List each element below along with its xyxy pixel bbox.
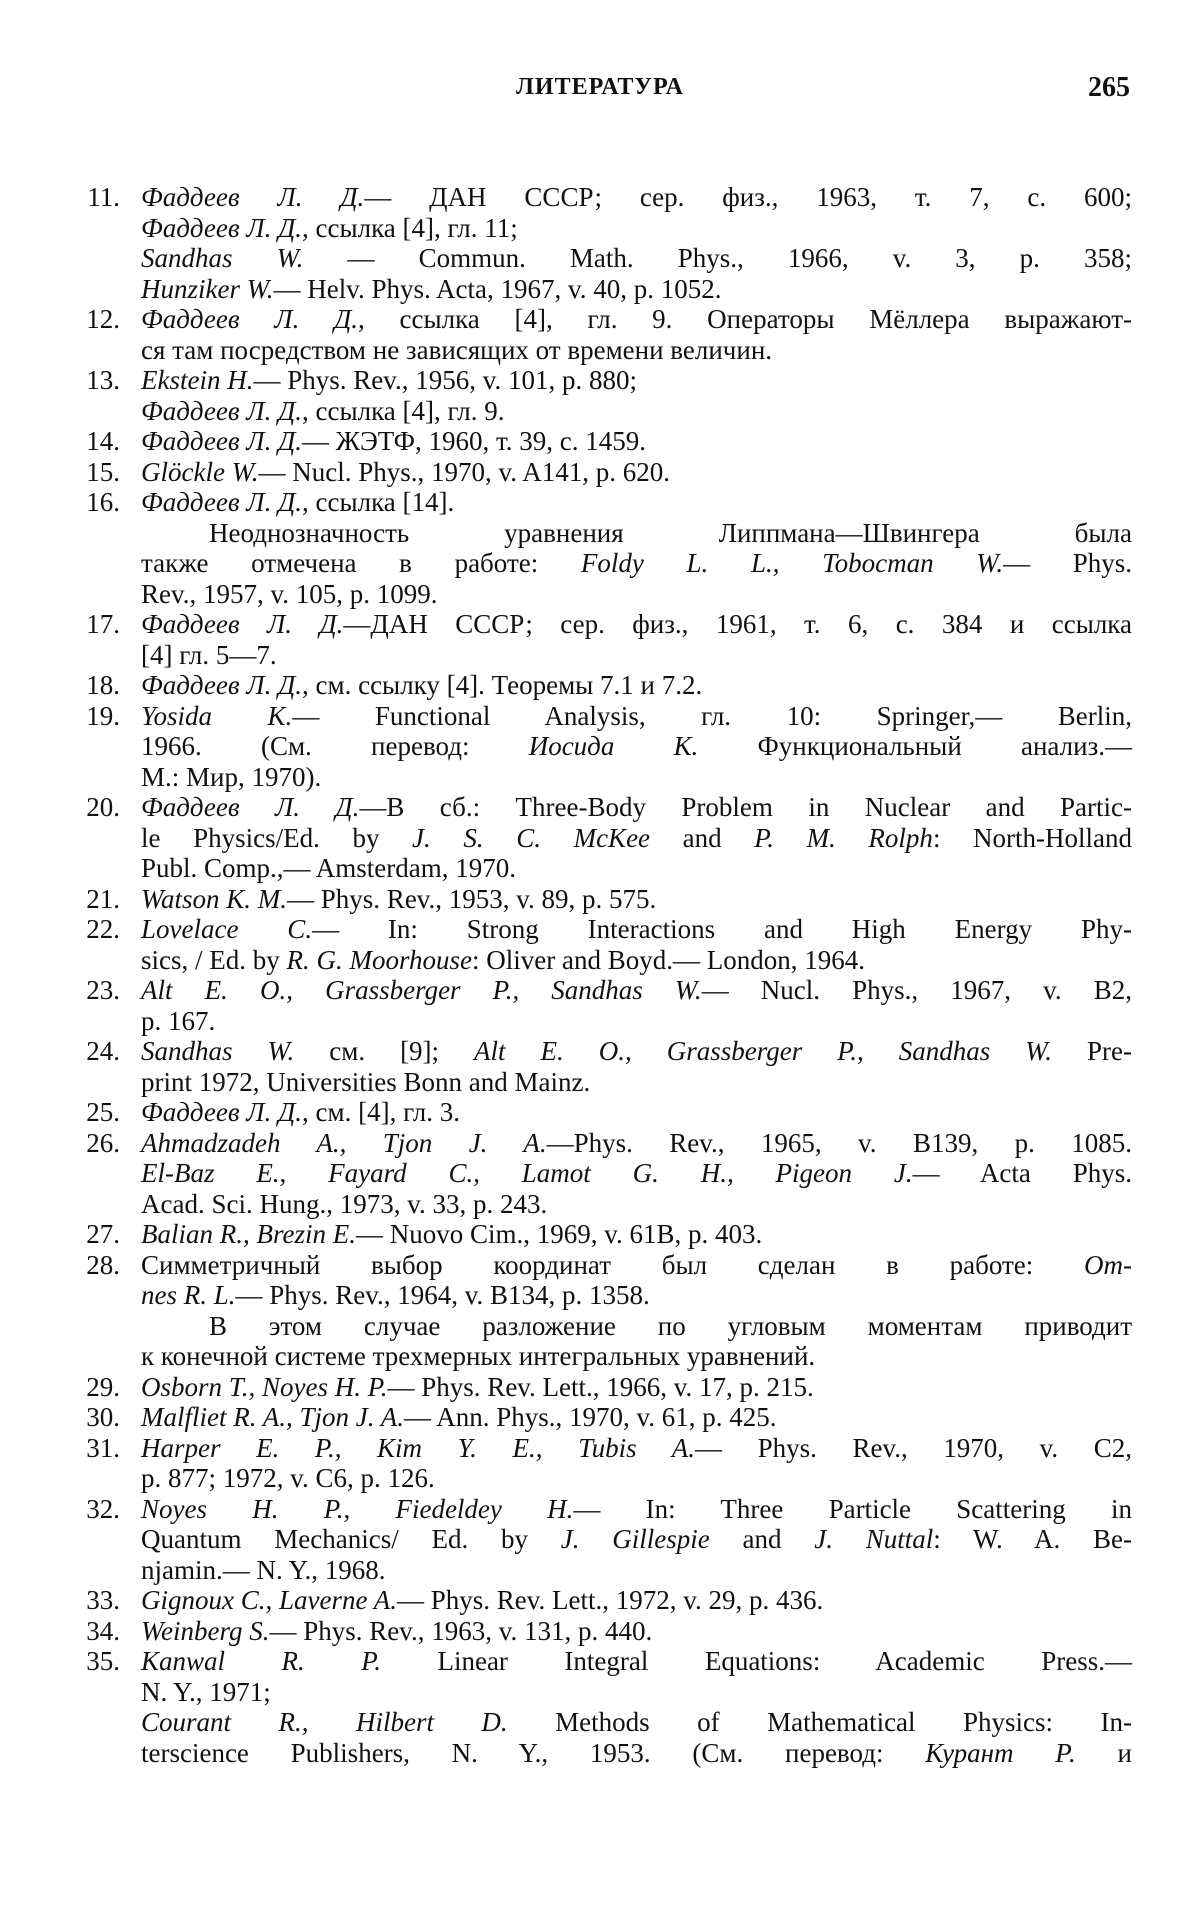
reference-text: p. 167. <box>141 1005 216 1036</box>
reference-line <box>141 1738 1132 1769</box>
reference-line <box>141 640 1132 671</box>
reference-text: p. 877; 1972, v. C6, p. 126. <box>141 1463 435 1493</box>
reference-item <box>86 1036 1132 1097</box>
reference-text: Rev., 1957, v. 105, p. 1099. <box>141 578 438 609</box>
reference-item <box>86 609 1132 670</box>
reference-item <box>86 1585 1132 1616</box>
reference-line <box>141 762 1132 793</box>
reference-item <box>86 1402 1132 1433</box>
author-or-title-italic: Sandhas W. <box>141 243 304 273</box>
reference-item <box>86 914 1132 975</box>
reference-text: — Phys. <box>1003 548 1133 578</box>
author-or-title-italic: R. G. Moorhouse <box>286 944 472 975</box>
reference-item <box>87 182 1132 304</box>
reference-text: — Ann. Phys., 1970, v. 61, p. 425. <box>404 1402 777 1432</box>
reference-number: 16. <box>86 487 120 517</box>
reference-text: — Nucl. Phys., 1970, v. A141, p. 620. <box>258 456 670 487</box>
reference-number: 13. <box>86 365 120 395</box>
reference-line <box>141 792 1132 823</box>
author-or-title-italic: Om- <box>1084 1249 1132 1280</box>
reference-line <box>141 1189 1132 1220</box>
reference-text: — Phys. Rev., 1970, v. C2, <box>695 1432 1132 1463</box>
reference-item <box>86 426 1132 457</box>
reference-text: — Phys. Rev., 1953, v. 89, p. 575. <box>287 883 657 914</box>
reference-number: 24. <box>86 1036 120 1066</box>
reference-text: Linear Integral Equations: Academic Press.— <box>380 1646 1132 1676</box>
reference-line <box>141 975 1132 1006</box>
reference-text: Симметричный выбор координат был сделан в работе: <box>141 1249 1084 1280</box>
reference-text: Функциональный анализ.— <box>698 731 1132 761</box>
reference-number: 26. <box>86 1127 120 1158</box>
reference-line <box>141 1494 1132 1525</box>
reference-line <box>141 1433 1132 1464</box>
reference-text: Publ. Comp.,— Amsterdam, 1970. <box>141 853 517 883</box>
reference-text: к конечной системе трехмерных интегральных уравнений. <box>141 1341 816 1371</box>
author-or-title-italic: Foldy L. L., Tobocman W. <box>580 548 1004 578</box>
author-or-title-italic: Yosida K. <box>141 700 293 731</box>
reference-line <box>141 548 1132 579</box>
reference-text: — Helv. Phys. Acta, 1967, v. 40, p. 1052. <box>273 273 722 304</box>
reference-text: terscience Publishers, N. Y., 1953. (См. перевод: <box>141 1737 926 1768</box>
author-or-title-italic: Lovelace C. <box>141 914 313 944</box>
reference-text: —Phys. Rev., 1965, v. B139, p. 1085. <box>546 1127 1132 1158</box>
reference-text: — ЖЭТФ, 1960, т. 39, с. 1459. <box>302 426 647 456</box>
reference-line <box>141 1585 1132 1616</box>
author-or-title-italic: Фаддеев Л. Д. <box>141 487 303 517</box>
reference-text: — In: Three Particle Scattering in <box>573 1493 1132 1524</box>
reference-line <box>141 213 1132 244</box>
reference-item <box>86 1646 1132 1768</box>
reference-text: sics, / Ed. by <box>141 944 287 975</box>
author-or-title-italic: Balian R., Brezin E. <box>141 1219 356 1249</box>
reference-line <box>141 1097 1132 1128</box>
reference-number: 18. <box>86 670 120 700</box>
reference-line <box>141 1219 1132 1250</box>
reference-text: : W. A. Be- <box>933 1524 1133 1554</box>
reference-line <box>141 1128 1132 1159</box>
reference-line <box>141 1372 1132 1403</box>
reference-number: 23. <box>86 975 120 1005</box>
reference-item <box>86 456 1132 488</box>
reference-item <box>86 1127 1132 1220</box>
reference-number: 14. <box>86 426 120 456</box>
reference-number: 12. <box>86 304 120 334</box>
reference-text: and <box>650 822 755 853</box>
reference-line <box>141 1646 1132 1677</box>
reference-number: 25. <box>86 1097 120 1127</box>
reference-number: 15. <box>86 456 120 487</box>
reference-line <box>141 701 1132 732</box>
reference-item <box>86 1371 1132 1403</box>
author-or-title-italic: Sandhas W. <box>141 1036 295 1066</box>
reference-line <box>141 823 1132 854</box>
reference-text: Acad. Sci. Hung., 1973, v. 33, p. 243. <box>141 1188 548 1219</box>
reference-item <box>86 792 1133 884</box>
reference-line <box>141 396 1132 427</box>
reference-line <box>141 1158 1132 1189</box>
author-or-title-italic: Kanwal R. P. <box>141 1646 381 1676</box>
reference-text: Pre- <box>1052 1036 1132 1066</box>
reference-text: см. [9]; <box>294 1036 475 1066</box>
author-or-title-italic: Фаддеев Л. Д. <box>141 304 359 334</box>
reference-number: 32. <box>86 1493 120 1524</box>
author-or-title-italic: Malfliet R. A., Tjon J. A. <box>141 1402 404 1432</box>
author-or-title-italic: Alt E. O., Grassberger P., Sandhas W. <box>474 1036 1053 1066</box>
author-or-title-italic: Osborn T., Noyes H. P. <box>141 1371 388 1402</box>
reference-line <box>141 1616 1132 1647</box>
author-or-title-italic: Иосида К. <box>528 731 699 761</box>
reference-number: 22. <box>86 914 120 944</box>
reference-number: 28. <box>86 1249 120 1280</box>
reference-text: Quantum Mechanics/ Ed. by <box>141 1524 561 1554</box>
author-or-title-italic: Фаддеев Л. Д. <box>141 212 303 243</box>
reference-text: and <box>709 1524 815 1554</box>
reference-text: Methods of Mathematical Physics: In- <box>507 1707 1132 1737</box>
reference-line <box>141 457 1132 488</box>
reference-text: , ссылка [14]. <box>302 487 455 517</box>
reference-line <box>141 609 1132 640</box>
author-or-title-italic: Фаддеев Л. Д. <box>141 670 303 700</box>
reference-text: — In: Strong Interactions and High Energy Phy- <box>312 914 1132 944</box>
author-or-title-italic: Glöckle W. <box>141 456 259 487</box>
author-or-title-italic: Harper E. P., Kim Y. E., Tubis A. <box>141 1432 695 1463</box>
reference-text: , ссылка [4], гл. 11; <box>302 212 518 243</box>
reference-line <box>141 1250 1132 1281</box>
reference-line <box>141 1677 1132 1708</box>
author-or-title-italic: J. S. C. McKee <box>412 822 651 853</box>
reference-text: — Functional Analysis, гл. 10: Springer,— Berlin, <box>292 700 1132 731</box>
reference-line <box>141 274 1132 305</box>
reference-line <box>141 335 1132 366</box>
reference-line <box>141 182 1132 213</box>
reference-item <box>86 1097 1132 1128</box>
reference-text: и <box>1075 1737 1132 1768</box>
reference-line <box>141 670 1132 701</box>
author-or-title-italic: nes R. L. <box>141 1280 236 1310</box>
reference-line <box>141 884 1132 915</box>
reference-text: 1966. (См. перевод: <box>141 731 529 761</box>
reference-number: 20. <box>86 792 120 822</box>
page-number: 265 <box>1088 72 1130 103</box>
reference-number: 30. <box>86 1402 120 1432</box>
reference-line <box>141 1707 1132 1738</box>
reference-text: В этом случае разложение по угловым моментам приводит <box>209 1310 1132 1341</box>
reference-text: [4] гл. 5—7. <box>141 639 277 670</box>
author-or-title-italic: Watson K. M. <box>141 883 288 914</box>
reference-line <box>141 1280 1132 1311</box>
reference-text: — Phys. Rev., 1964, v. B134, p. 1358. <box>235 1280 650 1310</box>
reference-item <box>86 1219 1132 1250</box>
reference-number: 11. <box>87 182 120 212</box>
reference-number: 33. <box>86 1585 120 1615</box>
reference-text: — Phys. Rev. Lett., 1966, v. 17, p. 215. <box>387 1371 814 1402</box>
reference-item <box>86 975 1132 1036</box>
reference-text: — Nucl. Phys., 1967, v. B2, <box>701 975 1132 1005</box>
reference-line <box>141 1555 1132 1586</box>
reference-text: —В сб.: Three-Body Problem in Nuclear and Partic- <box>359 792 1133 822</box>
author-or-title-italic: Фаддеев Л. Д. <box>141 395 303 426</box>
reference-text: ся там посредством не зависящих от времени величин. <box>141 334 773 365</box>
reference-text: Неоднозначность уравнения Липпмана—Швингера была <box>209 517 1132 548</box>
reference-text: njamin.— N. Y., 1968. <box>141 1554 386 1585</box>
reference-text: , см. [4], гл. 3. <box>302 1097 460 1127</box>
reference-line <box>141 1463 1132 1494</box>
author-or-title-italic: Фаддеев Л. Д. <box>141 182 365 212</box>
author-or-title-italic: Weinberg S. <box>141 1615 270 1646</box>
reference-number: 21. <box>86 883 120 914</box>
reference-line <box>141 1006 1132 1037</box>
reference-text: : North-Holland <box>932 822 1133 853</box>
reference-line <box>141 518 1132 549</box>
reference-item <box>86 304 1132 365</box>
reference-item <box>86 1493 1133 1586</box>
reference-item <box>86 700 1132 793</box>
reference-item <box>86 1615 1132 1647</box>
author-or-title-italic: J. Gillespie <box>560 1524 710 1554</box>
reference-line <box>141 1067 1132 1098</box>
reference-number: 31. <box>86 1432 120 1463</box>
reference-number: 29. <box>86 1371 120 1402</box>
reference-text: также отмечена в работе: <box>141 548 581 578</box>
reference-item <box>86 1432 1132 1494</box>
reference-item <box>86 365 1132 426</box>
author-or-title-italic: Ahmadzadeh A., Tjon J. A. <box>141 1127 547 1158</box>
reference-text: — Nuovo Cim., 1969, v. 61B, p. 403. <box>355 1219 763 1249</box>
reference-text: — Acta Phys. <box>912 1158 1132 1188</box>
reference-text: le Physics/Ed. by <box>141 822 413 853</box>
reference-text: — Phys. Rev., 1956, v. 101, p. 880; <box>253 365 637 395</box>
author-or-title-italic: Ekstein H. <box>141 365 254 395</box>
reference-line <box>141 914 1132 945</box>
reference-line <box>141 731 1132 762</box>
reference-text: print 1972, Universities Bonn and Mainz. <box>141 1066 591 1097</box>
author-or-title-italic: Noyes H. P., Fiedeldey H. <box>141 1493 574 1524</box>
reference-line <box>141 1524 1132 1555</box>
author-or-title-italic: Alt E. O., Grassberger P., Sandhas W. <box>141 975 702 1005</box>
reference-text: , ссылка [4], гл. 9. Операторы Мёллера выражают- <box>358 304 1132 334</box>
author-or-title-italic: Hunziker W. <box>141 273 274 304</box>
reference-number: 27. <box>86 1219 120 1249</box>
reference-line <box>141 365 1132 396</box>
reference-number: 34. <box>86 1615 120 1646</box>
author-or-title-italic: El-Baz E., Fayard C., Lamot G. H., Pigeon J. <box>141 1158 913 1188</box>
reference-line <box>141 426 1132 457</box>
reference-number: 17. <box>86 609 120 639</box>
reference-text: — Phys. Rev., 1963, v. 131, p. 440. <box>269 1615 653 1646</box>
author-or-title-italic: Courant R., Hilbert D. <box>141 1707 508 1737</box>
reference-item <box>86 670 1132 701</box>
reference-line <box>141 1341 1132 1372</box>
reference-text: — Phys. Rev. Lett., 1972, v. 29, p. 436. <box>396 1585 824 1615</box>
reference-text: — Commun. Math. Phys., 1966, v. 3, p. 358; <box>303 243 1132 273</box>
reference-text: N. Y., 1971; <box>141 1676 271 1707</box>
reference-text: —ДАН СССР; сер. физ., 1961, т. 6, с. 384 и ссылка <box>343 609 1132 639</box>
author-or-title-italic: Фаддеев Л. Д. <box>141 792 360 822</box>
reference-line <box>141 579 1132 610</box>
author-or-title-italic: Курант Р. <box>925 1737 1076 1768</box>
reference-number: 19. <box>86 700 120 731</box>
author-or-title-italic: Фаддеев Л. Д. <box>141 609 344 639</box>
reference-item <box>86 1249 1132 1372</box>
running-title: ЛИТЕРАТУРА <box>516 74 684 100</box>
author-or-title-italic: Gignoux C., Laverne A. <box>141 1585 397 1615</box>
reference-text: , ссылка [4], гл. 9. <box>302 395 505 426</box>
author-or-title-italic: P. M. Rolph <box>754 822 933 853</box>
reference-text: , см. ссылку [4]. Теоремы 7.1 и 7.2. <box>302 670 703 700</box>
reference-line <box>141 853 1132 884</box>
reference-line <box>141 243 1132 274</box>
reference-item <box>86 883 1132 915</box>
author-or-title-italic: Фаддеев Л. Д. <box>141 426 303 456</box>
author-or-title-italic: Фаддеев Л. Д. <box>141 1097 303 1127</box>
reference-line <box>141 1311 1132 1342</box>
reference-number: 35. <box>86 1646 120 1676</box>
reference-text: : Oliver and Boyd.— London, 1964. <box>472 944 865 975</box>
author-or-title-italic: J. Nuttal <box>814 1524 934 1554</box>
reference-line <box>141 945 1132 976</box>
reference-line <box>141 487 1132 518</box>
reference-list <box>86 182 1133 1768</box>
reference-text: — ДАН СССР; сер. физ., 1963, т. 7, с. 600; <box>364 182 1132 212</box>
reference-item <box>86 487 1133 609</box>
reference-line <box>141 304 1132 335</box>
reference-text: М.: Мир, 1970). <box>141 761 322 792</box>
reference-line <box>141 1402 1132 1433</box>
reference-line <box>141 1036 1132 1067</box>
